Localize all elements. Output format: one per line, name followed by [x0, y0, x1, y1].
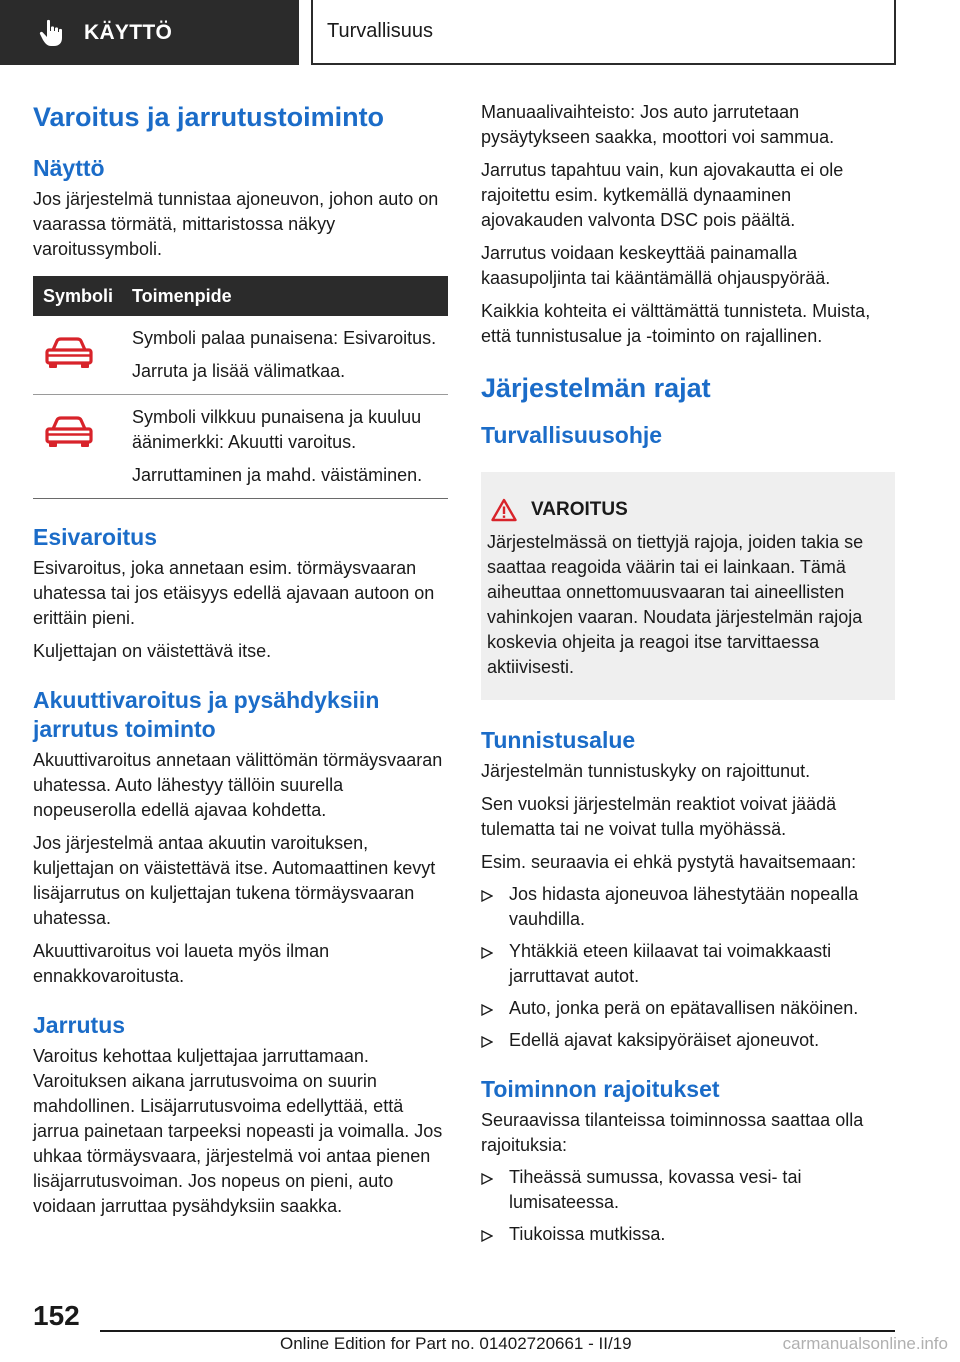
rajoitukset-heading: Toiminnon rajoitukset: [481, 1076, 720, 1102]
tunnistusalue-text-1: Järjestelmän tunnistuskyky on rajoittunut.: [481, 761, 811, 781]
bullet-triangle-icon: [481, 882, 509, 932]
rajoitukset-text-1: Seuraavissa tilanteissa toiminnossa saattaa olla rajoituksia:: [481, 1110, 864, 1155]
akuutti-text-1: Akuuttivaroitus annetaan välittömän törmäysvaaran uhatessa. Auto lähestyy tällöin suurella nopeuserolla edellä ajavaa kohdetta.: [33, 750, 443, 820]
column-header-symbol: Symboli: [33, 276, 132, 316]
jarrutus-text-1: Varoitus kehottaa kuljettajaa jarruttamaan. Varoituksen aikana jarrutusvoima on suurin mahdollinen. Lisäjarrutusvoima edellyttää, että jarrua painetaan tarpeeksi nopeasti ja voimalla. Jos uhkaa törmäysvaara, järjestelmä voi antaa pienen lisäjarrutusvoiman. Jos nopeus on pieni, auto voidaan jarruttaa pysähdyksiin saakka.: [33, 1046, 443, 1216]
page-number: 152: [33, 1300, 80, 1331]
tunnistusalue-text-2: Sen vuoksi järjestelmän reaktiot voivat jäädä tulematta tai ne voivat tulla myöhässä.: [481, 794, 837, 839]
page-title: Varoitus ja jarrutustoiminto: [33, 102, 385, 132]
watermark: carmanualsonline.info: [782, 1334, 948, 1353]
list-item: [481, 1028, 895, 1053]
braking-interrupt-text: Jarrutus voidaan keskeyttää painamalla kaasupoljinta tai kääntämällä ohjauspyörää.: [481, 243, 831, 288]
braking-condition-text: Jarrutus tapahtuu vain, kun ajovakautta ei ole rajoitettu esim. kytkemällä dynaaminen ajovakauden valvonta DSC pois päältä.: [481, 160, 844, 230]
warning-box: [481, 472, 895, 700]
bullet-triangle-icon: [481, 1222, 509, 1247]
table-row: [33, 316, 448, 395]
table-header-row: [33, 276, 448, 316]
warning-title: VAROITUS: [531, 499, 628, 520]
table-row: [33, 395, 448, 499]
warning-triangle-icon: [491, 498, 517, 522]
chapter-tab: [311, 0, 896, 65]
action-cell: [132, 395, 448, 499]
column-header-action: Toimenpide: [132, 276, 448, 316]
tunnistusalue-heading: Tunnistusalue: [481, 727, 636, 753]
esivaroitus-text-1: Esivaroitus, joka annetaan esim. törmäysvaaran uhatessa tai jos etäisyys edellä ajavaan autoon on erittäin pieni.: [33, 558, 435, 628]
section-title: KÄYTTÖ: [84, 20, 173, 44]
bullet-triangle-icon: [481, 1165, 509, 1215]
detection-limit-text: Kaikkia kohteita ei välttämättä tunnisteta. Muista, että tunnistusalue ja -toiminto on rajallinen.: [481, 301, 871, 346]
esivaroitus-heading: Esivaroitus: [33, 524, 157, 550]
limitation-bullet-list: [481, 1165, 895, 1247]
warning-header: [491, 498, 889, 522]
akuutti-text-3: Akuuttivaroitus voi laueta myös ilman ennakkovaroitusta.: [33, 941, 330, 986]
page-header: [0, 0, 960, 66]
left-column: [33, 100, 448, 1219]
chapter-title: Turvallisuus: [327, 20, 433, 42]
right-column: [481, 100, 895, 1247]
jarrutus-heading: Jarrutus: [33, 1012, 126, 1038]
list-item: [481, 996, 895, 1021]
safety-note-heading: Turvallisuusohje: [481, 422, 663, 448]
hand-pointer-icon: [38, 18, 66, 48]
manual-transmission-text: Manuaalivaihteisto: Jos auto jarrutetaan pysäytykseen saakka, moottori voi sammua.: [481, 102, 835, 147]
list-item: [481, 1165, 895, 1215]
section-tab: [0, 0, 299, 65]
symbol-cell: [33, 395, 132, 499]
car-warning-icon: [45, 336, 93, 370]
row-2-line-1: Symboli vilkkuu punaisena ja kuuluu äänimerkki: Akuutti varoitus.: [132, 407, 422, 452]
warning-text: Järjestelmässä on tiettyjä rajoja, joiden takia se saattaa reagoida väärin tai ei lainkaan. Tämä aiheuttaa onnettomuusvaaran tai aineellisten vahinkojen vaaran. Noudata järjestelmän rajoja koskevia ohjeita ja reagoi itse tarvittaessa aktiivisesti.: [487, 532, 864, 677]
action-cell: [132, 316, 448, 395]
symbol-table: [33, 276, 448, 499]
car-warning-icon: [45, 415, 93, 449]
row-2-line-2: Jarruttaminen ja mahd. väistäminen.: [132, 465, 423, 485]
akuutti-heading: Akuuttivaroitus ja pysähdyksiin jarrutus toiminto: [33, 687, 380, 742]
akuutti-text-2: Jos järjestelmä antaa akuutin varoituksen, kuljettajan on väistettävä itse. Automaattinen kevyt lisäjarrutus on kuljettajan tukena törmäysvaaran uhatessa.: [33, 833, 436, 928]
naytto-heading: Näyttö: [33, 155, 105, 181]
tunnistusalue-text-3: Esim. seuraavia ei ehkä pystytä havaitsemaan:: [481, 852, 857, 872]
system-limits-title: Järjestelmän rajat: [481, 373, 711, 403]
list-item-text: Tiukoissa mutkissa.: [509, 1224, 666, 1244]
bullet-triangle-icon: [481, 1028, 509, 1053]
bullet-triangle-icon: [481, 939, 509, 989]
edition-note: Online Edition for Part no. 01402720661 - II/19: [280, 1334, 632, 1353]
list-item-text: Edellä ajavat kaksipyöräiset ajoneuvot.: [509, 1030, 820, 1050]
detection-bullet-list: [481, 882, 895, 1053]
bullet-triangle-icon: [481, 996, 509, 1021]
list-item-text: Tiheässä sumussa, kovassa vesi- tai lumisateessa.: [509, 1167, 802, 1212]
footer-divider: [100, 1330, 895, 1332]
list-item-text: Yhtäkkiä eteen kiilaavat tai voimakkaasti jarruttavat autot.: [509, 941, 832, 986]
naytto-text: Jos järjestelmä tunnistaa ajoneuvon, johon auto on vaarassa törmätä, mittaristossa näkyy varoitussymboli.: [33, 189, 439, 259]
esivaroitus-text-2: Kuljettajan on väistettävä itse.: [33, 641, 272, 661]
list-item-text: Auto, jonka perä on epätavallisen näköinen.: [509, 998, 859, 1018]
list-item: [481, 882, 895, 932]
list-item-text: Jos hidasta ajoneuvoa lähestytään nopealla vauhdilla.: [509, 884, 859, 929]
row-1-line-1: Symboli palaa punaisena: Esivaroitus.: [132, 328, 437, 348]
row-1-line-2: Jarruta ja lisää välimatkaa.: [132, 361, 346, 381]
list-item: [481, 939, 895, 989]
symbol-cell: [33, 316, 132, 395]
list-item: [481, 1222, 895, 1247]
